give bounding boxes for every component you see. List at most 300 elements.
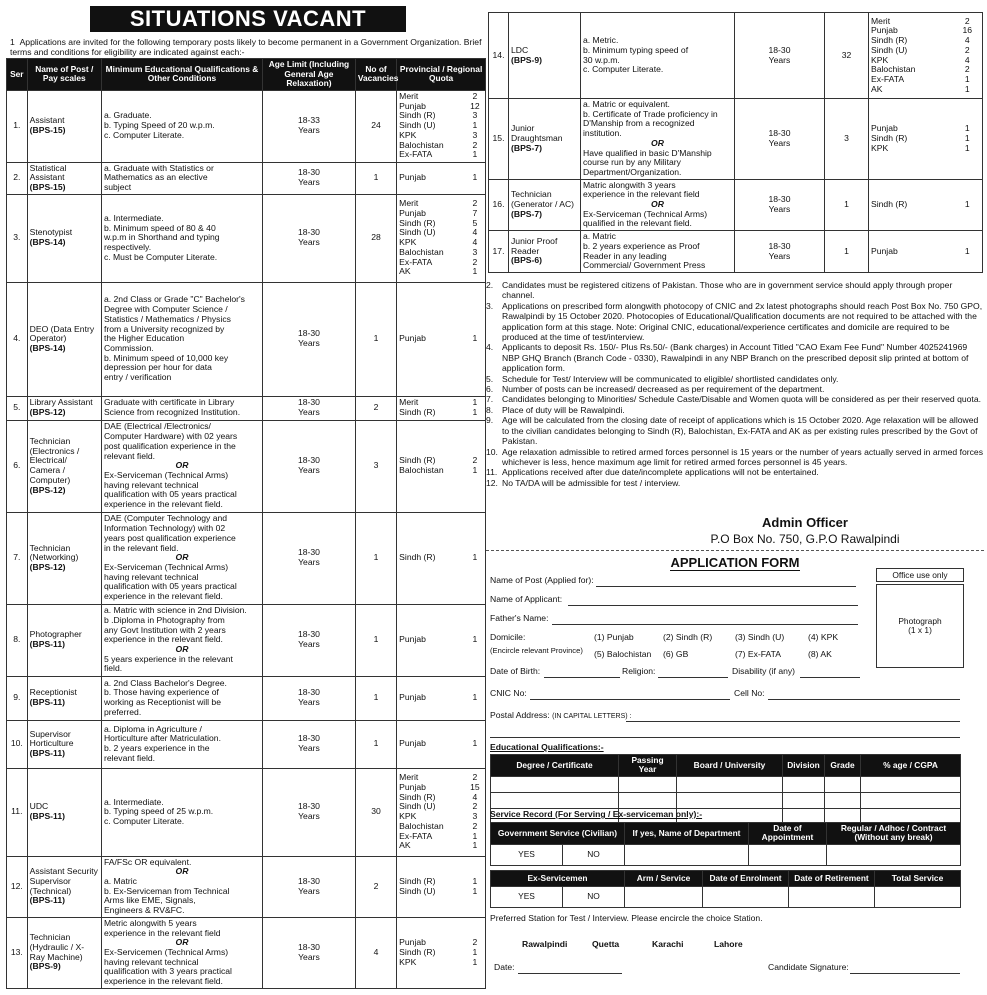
post-quota-count: 1 1 1 [953, 99, 983, 180]
station-karachi[interactable]: Karachi [652, 939, 684, 949]
post-row [7, 194, 486, 282]
post-serial: 7. [7, 512, 28, 604]
field-postal-2[interactable] [490, 737, 960, 738]
province-gb[interactable]: (6) GB [663, 649, 689, 659]
post-qualification: a. Matric or equivalent. b. Certificate of Trade proficiency in D'Manship from a recognized institution. [583, 99, 718, 139]
post-pay-scale: (BPS-15) [29, 125, 66, 135]
post-age-limit: 18-30 Years [262, 282, 355, 396]
post-quota-region: Merit Sindh (R) [397, 396, 465, 420]
svc-col-gov: Government Service (Civilian) [491, 823, 625, 845]
post-qualification-cell [101, 768, 262, 856]
post-qualification: a. Diploma in Agriculture / Horticulture after Matriculation. b. 2 years experience in the relevant field. [103, 723, 221, 763]
post-qualification-cell [101, 282, 262, 396]
terms-list [486, 280, 984, 488]
header-qual: Minimum Educational Qualifications & Other Conditions [101, 59, 262, 91]
term-text: Applicants to deposit Rs. 150/- Plus Rs.50/- (Bank charges) in Account Titled "CAO Exam Fee Fund" Number 4025241969 NBP GHQ Branch (Branch Code - 0330), Rawalpindi in any NBP Branch on the prescribed deposit slip printed at bottom of application form. [502, 342, 969, 374]
post-name: Junior Draughtsman [511, 123, 563, 143]
post-vacancies: 28 [355, 194, 396, 282]
post-row [7, 396, 486, 420]
post-qualification: FA/FSc OR equivalent. [103, 856, 192, 867]
post-qualification: a. Graduate with Statistics or Mathematics as an elective subject [103, 162, 214, 192]
post-vacancies: 1 [355, 604, 396, 676]
post-qualification-cell [101, 90, 262, 162]
post-vacancies: 1 [355, 676, 396, 720]
post-vacancies: 32 [825, 13, 869, 99]
post-name: Technician (Electronics / Electrical/ Camera / Computer) [29, 436, 80, 485]
ex-total-cell[interactable] [875, 887, 961, 908]
ex-col-total: Total Service [875, 871, 961, 887]
province-ex-fata[interactable]: (7) Ex-FATA [735, 649, 781, 659]
term-item [486, 384, 984, 394]
photograph-box[interactable]: Photograph (1 x 1) [876, 584, 964, 668]
post-row [7, 856, 486, 917]
header-ser: Ser [7, 59, 28, 91]
post-pay-scale: (BPS-9) [511, 54, 543, 65]
label-father-name: Father's Name: [490, 613, 549, 623]
post-row [7, 604, 486, 676]
post-age-limit: 18-30 Years [735, 179, 825, 231]
post-serial: 14. [489, 13, 509, 99]
post-row [7, 512, 486, 604]
post-serial: 12. [7, 856, 28, 917]
post-qualification-alt: Ex-Serviceman (Technical Arms) having relevant technical qualification with 05 years practical experience in the relevant field. [103, 469, 237, 510]
post-serial: 16. [489, 179, 509, 231]
post-age-limit: 18-30 Years [262, 856, 355, 917]
post-pay-scale: (BPS-12) [29, 407, 66, 418]
province-sindh-r[interactable]: (2) Sindh (R) [663, 632, 713, 642]
term-number: 7. [486, 394, 494, 405]
post-qualification-cell [101, 194, 262, 282]
post-age-limit: 18-30 Years [262, 420, 355, 512]
post-row [489, 13, 983, 99]
or-separator: OR [651, 199, 664, 210]
post-name-cell [27, 604, 101, 676]
post-serial: 6. [7, 420, 28, 512]
post-qualification-cell [101, 512, 262, 604]
post-age-limit: 18-30 Years [735, 13, 825, 99]
post-name-cell [509, 99, 581, 180]
label-signature: Candidate Signature: [768, 962, 849, 972]
ex-no[interactable]: NO [563, 887, 625, 908]
post-qualification-alt: 5 years experience in the relevant field. [103, 653, 233, 674]
post-quota-region: Merit Punjab Sindh (R) Sindh (U) KPK Balochistan Ex-FATA AK [397, 194, 465, 282]
term-text: Candidates must be registered citizens of Pakistan. Those who are in government service should apply through proper channel. [502, 280, 953, 301]
term-text: Number of posts can be increased/ decreased as per requirement of the department. [502, 384, 825, 395]
admin-title: Admin Officer [762, 515, 848, 530]
term-number: 2. [486, 280, 494, 290]
form-title-text: APPLICATION FORM [670, 555, 800, 570]
post-quota-count: 1 [465, 720, 486, 768]
post-pay-scale: (BPS-11) [29, 747, 65, 758]
post-qualification-alt: a. Matric b. Ex-Serviceman from Technical Arms like EME, Signals, Engineers & RV&FC. [103, 876, 230, 916]
intro-paragraph [10, 37, 484, 57]
term-text: No TA/DA will be admissible for test / interview. [502, 477, 681, 488]
edu-col-division: Division [783, 755, 825, 777]
term-text: Age relaxation admissible to retired armed forces personnel is 15 years or the number of years actually served in armed forces whichever is less, hence maximum age limit for retired armed forces personnel is 45 years. [502, 446, 984, 467]
post-qualification-cell [101, 420, 262, 512]
service-table [490, 822, 961, 866]
post-qualification: DAE (Electrical /Electronics/ Computer Hardware) with 02 years post qualification experience in the relevant field. [103, 421, 238, 461]
post-vacancies: 4 [355, 917, 396, 988]
post-name-cell [509, 179, 581, 231]
post-name: Junior Proof Reader [511, 236, 558, 256]
post-qualification: Metric alongwith 5 years experience in the relevant field [103, 917, 221, 938]
post-row [7, 917, 486, 988]
field-disability[interactable] [800, 677, 860, 678]
post-row [489, 99, 983, 180]
post-name: Technician (Generator / AC) [511, 189, 575, 210]
post-pay-scale: (BPS-12) [29, 484, 66, 495]
admin-block [486, 516, 984, 546]
office-use-box: Office use only [876, 568, 964, 582]
post-row [7, 162, 486, 194]
term-text: Place of duty will be Rawalpindi. [502, 404, 625, 415]
post-qualification: DAE (Computer Technology and Information Technology) with 02 years post qualification experience in the relevant field. [103, 513, 236, 553]
post-pay-scale: (BPS-11) [29, 697, 65, 708]
term-number: 5. [486, 373, 494, 384]
divider [486, 550, 984, 551]
post-quota-region: Merit Punjab Sindh (R) Sindh (U) KPK Balochistan Ex-FATA AK [397, 768, 465, 856]
or-separator: OR [175, 552, 189, 563]
post-row [489, 179, 983, 231]
post-qualification: a. 2nd Class or Grade "C" Bachelor's Degree with Computer Science / Statistics / Mathematics / Physics from a University recognized by the Higher Education Commission. b. Minimum speed of 10,000 key depression per hour for data entry / verification [103, 294, 245, 383]
label-cell: Cell No: [734, 688, 765, 698]
post-age-limit: 18-30 Years [262, 194, 355, 282]
province-punjab[interactable]: (1) Punjab [594, 632, 634, 642]
svc-dept-cell[interactable] [625, 844, 749, 865]
domicile-hint: (Encircle relevant Province) [490, 646, 583, 655]
post-quota-region: Punjab [397, 282, 465, 396]
post-quota-count: 1 1 [465, 856, 486, 917]
post-quota-region: Sindh (R) [869, 179, 953, 231]
post-vacancies: 3 [355, 420, 396, 512]
post-quota-count: 2 15 4 2 3 2 1 1 [465, 768, 486, 856]
post-qualification-cell [101, 604, 262, 676]
field-name-of-post[interactable] [596, 586, 856, 587]
post-qualification-cell [581, 231, 735, 273]
post-qualification: a. Metric. b. Minimum typing speed of 30 w.p.m. c. Computer Literate. [583, 35, 689, 75]
post-name: Technician (Networking) [29, 542, 79, 563]
post-qualification: a. Graduate. b. Typing Speed of 20 w.p.m. c. Computer Literate. [103, 110, 215, 140]
post-pay-scale: (BPS-9) [29, 961, 61, 972]
post-quota-region: Punjab [397, 720, 465, 768]
ex-arm-cell[interactable] [625, 887, 703, 908]
field-dob[interactable] [544, 677, 620, 678]
label-cnic: CNIC No: [490, 688, 527, 698]
term-item [486, 447, 984, 468]
ex-servicemen-table [490, 870, 961, 908]
label-date: Date: [494, 962, 515, 972]
post-serial: 8. [7, 604, 28, 676]
label-dob: Date of Birth: [490, 666, 541, 676]
svc-col-date: Date of Appointment [749, 823, 827, 845]
post-serial: 13. [7, 917, 28, 988]
term-item [486, 405, 984, 415]
post-quota-count: 2 7 5 4 4 3 2 1 [465, 194, 486, 282]
post-qualification-cell [581, 99, 735, 180]
svc-date-cell[interactable] [749, 844, 827, 865]
term-number: 11. [486, 467, 498, 478]
post-name-cell [27, 420, 101, 512]
term-number: 8. [486, 404, 494, 415]
intro-text: Applications are invited for the following temporary posts likely to become permanent in a Government Organization. Brief terms and conditions for eligibility are indicated against each:- [10, 37, 482, 57]
post-pay-scale: (BPS-11) [29, 811, 65, 822]
ex-col-arm: Arm / Service [625, 871, 703, 887]
label-disability: Disability (if any) [732, 666, 796, 676]
field-signature[interactable] [850, 973, 960, 974]
post-row [7, 282, 486, 396]
term-number: 3. [486, 300, 494, 311]
post-quota-region: Sindh (R) Sindh (U) [397, 856, 465, 917]
term-text: Candidates belonging to Minorities/ Schedule Caste/Disable and Women quota will be considered as per their reserved quota. [502, 394, 981, 405]
post-qualification-alt: Ex-Serviceman (Technical Arms) qualified in the relevant field. [583, 208, 708, 229]
post-quota-region: Punjab Sindh (R) KPK [397, 917, 465, 988]
post-pay-scale: (BPS-14) [29, 237, 66, 248]
or-separator: OR [651, 137, 664, 148]
post-serial: 17. [489, 231, 509, 273]
post-vacancies: 1 [355, 162, 396, 194]
ex-col-ex: Ex-Servicemen [491, 871, 625, 887]
post-pay-scale: (BPS-11) [29, 639, 65, 650]
post-age-limit: 18-30 Years [262, 676, 355, 720]
station-quetta[interactable]: Quetta [592, 939, 620, 949]
post-qualification-cell [101, 396, 262, 420]
post-name-cell [27, 162, 101, 194]
post-name-cell [27, 396, 101, 420]
post-name-cell [27, 676, 101, 720]
page-title: SITUATIONS VACANT [90, 6, 406, 32]
term-item [486, 415, 984, 446]
term-item [486, 280, 984, 301]
field-cnic[interactable] [530, 699, 730, 700]
field-date[interactable] [518, 973, 622, 974]
post-qualification-cell [101, 720, 262, 768]
post-vacancies: 1 [825, 179, 869, 231]
post-name: Photographer [29, 629, 82, 640]
post-quota-count: 1 [953, 231, 983, 273]
post-quota-region: Punjab Sindh (R) KPK [869, 99, 953, 180]
post-qualification-cell [101, 676, 262, 720]
term-number: 12. [486, 477, 498, 488]
header-age: Age Limit (Including General Age Relaxation) [262, 59, 355, 91]
post-name: DEO (Data Entry Operator) [29, 323, 95, 344]
label-domicile: Domicile: [490, 632, 526, 642]
service-title: Service Record (For Serving / Ex-serviceman only):- [490, 809, 703, 819]
post-age-limit: 18-30 Years [262, 162, 355, 194]
post-quota-region: Sindh (R) Balochistan [397, 420, 465, 512]
header-quota: Provincial / Regional Quota [397, 59, 486, 91]
edu-col-grade: Grade [825, 755, 861, 777]
svc-yes[interactable]: YES [491, 844, 563, 865]
province-ak[interactable]: (8) AK [808, 649, 832, 659]
term-item [486, 301, 984, 343]
edu-title: Educational Qualifications:- [490, 742, 604, 752]
post-serial: 9. [7, 676, 28, 720]
post-quota-region: Punjab [397, 162, 465, 194]
post-quota-region: Merit Punjab Sindh (R) Sindh (U) KPK Balochistan Ex-FATA AK [869, 13, 953, 99]
term-text: Applications on prescribed form alongwith photocopy of CNIC and 2x latest photographs should reach Post Box No. 750 GPO, Rawalpindi by 15 October 2020. Photocopies of Educational/Qualification documents are not required to be attached with the application form at this stage. Note: Original CNIC, educational/experience certificates and domicile are required to be produced at the time of test/interview. [502, 300, 983, 343]
label-applicant-name: Name of Applicant: [490, 594, 563, 604]
intro-number: 1 [10, 37, 15, 47]
edu-col-cgpa: % age / CGPA [861, 755, 961, 777]
ex-row [491, 887, 961, 908]
term-number: 4. [486, 342, 494, 353]
post-age-limit: 18-30 Years [262, 604, 355, 676]
header-vacancies: No of Vacancies [355, 59, 396, 91]
post-pay-scale: (BPS-14) [29, 342, 66, 353]
post-pay-scale: (BPS-6) [511, 255, 543, 266]
post-age-limit: 18-33 Years [262, 90, 355, 162]
post-quota-region: Punjab [397, 604, 465, 676]
post-serial: 11. [7, 768, 28, 856]
province-kpk[interactable]: (4) KPK [808, 632, 839, 642]
province-balochistan[interactable]: (5) Balochistan [594, 649, 652, 659]
post-qualification-cell [581, 179, 735, 231]
header-name: Name of Post / Pay scales [27, 59, 101, 91]
post-qualification: a. Intermediate. b. Minimum speed of 80 & 40 w.p.m in Shorthand and typing respectively. c. Must be Computer Literate. [103, 212, 220, 262]
or-separator: OR [175, 460, 189, 471]
post-row [7, 90, 486, 162]
post-pay-scale: (BPS-12) [29, 561, 66, 572]
term-text: Schedule for Test/ Interview will be communicated to eligible/ shortlisted candidates only. [502, 373, 839, 384]
post-qualification-cell [101, 856, 262, 917]
field-applicant-name[interactable] [568, 605, 858, 606]
field-postal-1[interactable] [626, 721, 960, 722]
post-name-cell [27, 856, 101, 917]
post-age-limit: 18-30 Years [262, 720, 355, 768]
postal-hint: (IN CAPITAL LETTERS) : [552, 713, 632, 720]
station-lahore[interactable]: Lahore [714, 939, 743, 949]
posts-table-right [488, 12, 983, 273]
svc-row [491, 844, 961, 865]
post-name-cell [509, 231, 581, 273]
post-quota-count: 1 [465, 604, 486, 676]
post-name: Supervisor Horticulture [29, 728, 74, 749]
term-text: Applications received after due date/incomplete applications will not be entertained. [502, 467, 819, 478]
posts-table-left [6, 58, 486, 989]
post-quota-count: 1 [465, 512, 486, 604]
post-name: UDC [29, 801, 49, 812]
post-vacancies: 1 [825, 231, 869, 273]
post-serial: 4. [7, 282, 28, 396]
post-name-cell [27, 917, 101, 988]
ex-col-enrol: Date of Enrolment [703, 871, 789, 887]
post-quota-count: 2 12 3 1 3 2 1 [465, 90, 486, 162]
post-serial: 2. [7, 162, 28, 194]
post-quota-count: 1 [953, 179, 983, 231]
post-qualification: a. 2nd Class Bachelor's Degree. b. Those having experience of working as Receptionist will be preferred. [103, 677, 227, 717]
table-header [7, 59, 486, 91]
ex-yes[interactable]: YES [491, 887, 563, 908]
ex-col-retire: Date of Retirement [789, 871, 875, 887]
post-vacancies: 30 [355, 768, 396, 856]
term-number: 9. [486, 415, 494, 426]
label-postal [490, 711, 631, 721]
term-item [486, 394, 984, 404]
post-age-limit: 18-30 Years [262, 768, 355, 856]
post-name: Assistant [29, 115, 65, 126]
post-quota-count: 1 1 [465, 396, 486, 420]
post-vacancies: 2 [355, 396, 396, 420]
post-qualification: a. Matric with science in 2nd Division. b .Diploma in Photography from any Govt Institution with 2 years experience in the relevant field. [103, 605, 247, 645]
post-age-limit: 18-30 Years [262, 917, 355, 988]
ex-enrol-cell[interactable] [703, 887, 789, 908]
post-serial: 3. [7, 194, 28, 282]
post-pay-scale: (BPS-15) [29, 181, 66, 192]
label-religion: Religion: [622, 666, 656, 676]
post-name-cell [27, 768, 101, 856]
edu-col-degree: Degree / Certificate [491, 755, 619, 777]
province-sindh-u[interactable]: (3) Sindh (U) [735, 632, 785, 642]
post-name-cell [27, 194, 101, 282]
post-quota-count: 1 [465, 282, 486, 396]
svc-col-type: Regular / Adhoc / Contract (Without any break) [827, 823, 961, 845]
post-name: Receptionist [29, 687, 77, 698]
post-name: Library Assistant [29, 397, 93, 408]
post-vacancies: 3 [825, 99, 869, 180]
post-name-cell [27, 90, 101, 162]
post-name: Assistant Security Supervisor (Technical) [29, 866, 98, 896]
post-row [7, 420, 486, 512]
post-qualification: Graduate with certificate in Library Science from recognized Institution. [103, 397, 241, 418]
post-quota-count: 2 1 [465, 420, 486, 512]
post-age-limit: 18-30 Years [735, 99, 825, 180]
post-qualification: a. Intermediate. b. Typing speed of 25 w.p.m. c. Computer Literate. [103, 796, 214, 826]
or-separator: OR [175, 866, 189, 877]
svc-type-cell[interactable] [827, 844, 961, 865]
post-qualification: a. Matric b. 2 years experience as Proof Reader in any leading Commercial/ Government Press [583, 231, 706, 271]
term-text: Age will be calculated from the closing date of receipt of applications which is 15 October 2020. Age relaxation will be allowed to the civilian candidates belonging to Sindh (R), Balochistan, Ex-FATA and AK as per existing rules prescribed by the Govt of Pakistan. [502, 415, 979, 447]
term-number: 10. [486, 446, 498, 457]
post-serial: 10. [7, 720, 28, 768]
post-qualification-alt: Have qualified in basic D'Manship course run by any Military Department/Organization. [583, 147, 712, 177]
post-quota-count: 1 [465, 676, 486, 720]
post-name: Technician (Hydraulic / X-Ray Machine) [29, 932, 85, 962]
post-quota-count: 2 16 4 2 4 2 1 1 [953, 13, 983, 99]
admin-address: P.O Box No. 750, G.P.O Rawalpindi [710, 531, 900, 546]
label-name-of-post: Name of Post (Applied for): [490, 575, 594, 585]
svc-no[interactable]: NO [563, 844, 625, 865]
edu-header-row [491, 755, 961, 777]
post-qualification-cell [101, 917, 262, 988]
post-pay-scale: (BPS-11) [29, 895, 65, 906]
post-name: Statistical Assistant [29, 162, 67, 183]
post-serial: 15. [489, 99, 509, 180]
ex-retire-cell[interactable] [789, 887, 875, 908]
edu-col-year: Passing Year [619, 755, 677, 777]
post-quota-count: 2 1 1 [465, 917, 486, 988]
or-separator: OR [175, 937, 189, 948]
field-father-name[interactable] [552, 624, 858, 625]
edu-row[interactable] [491, 776, 961, 792]
post-row [489, 231, 983, 273]
term-number: 6. [486, 384, 494, 395]
post-row [7, 768, 486, 856]
edu-row[interactable] [491, 792, 961, 808]
post-pay-scale: (BPS-7) [511, 208, 543, 219]
station-rawalpindi[interactable]: Rawalpindi [522, 939, 568, 949]
post-qualification-alt: Ex-Serviceman (Technical Arms) having relevant technical qualification with 05 years practical experience in the relevant field. [103, 561, 237, 602]
svc-header-row [491, 823, 961, 845]
post-name-cell [27, 282, 101, 396]
station-instruction: Preferred Station for Test / Interview. Please encircle the choice Station. [490, 913, 763, 923]
post-name-cell [27, 720, 101, 768]
post-quota-region: Merit Punjab Sindh (R) Sindh (U) KPK Balochistan Ex-FATA [397, 90, 465, 162]
post-name: LDC [511, 44, 529, 55]
field-cell[interactable] [768, 699, 960, 700]
post-name-cell [509, 13, 581, 99]
field-religion[interactable] [658, 677, 728, 678]
